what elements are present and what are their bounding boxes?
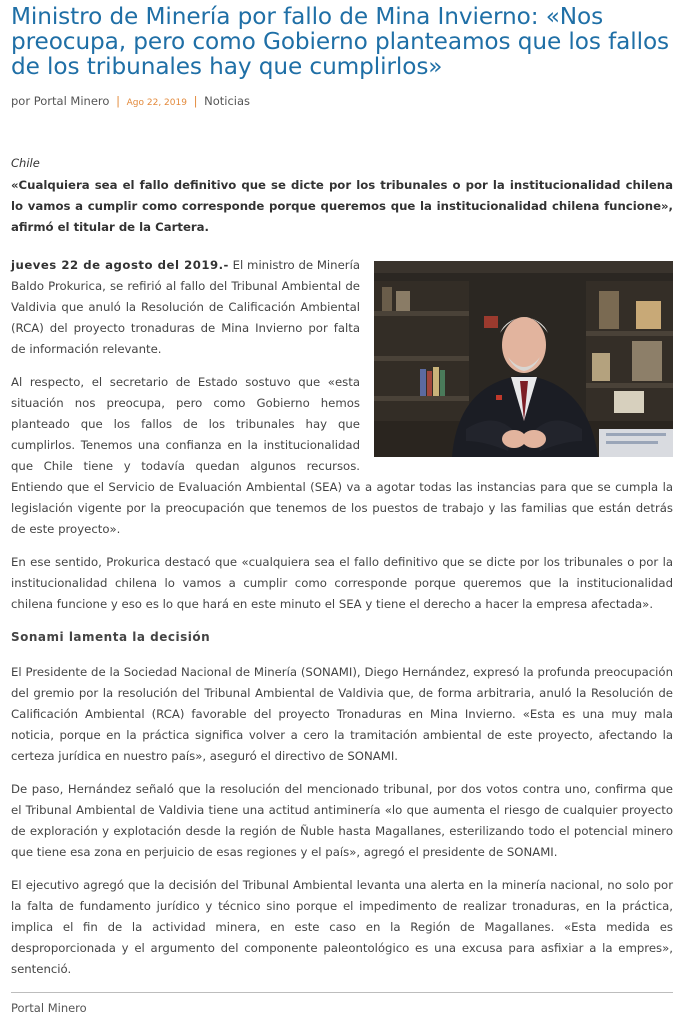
- section-subheading: Sonami lamenta la decisión: [11, 630, 211, 644]
- meta-separator: |: [116, 94, 120, 108]
- dateline: jueves 22 de agosto del 2019.-: [11, 258, 229, 272]
- article-title: Ministro de Minería por fallo de Mina Invierno: «Nos preocupa, pero como Gobierno planteamos que los fallos de los tribunales hay que cumplirlos»: [11, 3, 670, 80]
- paragraph-2: Al respecto, el secretario de Estado sostuvo que «esta situación nos preocupa, pero como Gobierno hemos planteado que los fallos de los tribunales hay que cumplirlos. Tenemos una confianza en la institucionalidad que Chile tiene y todavía quedan algunos recursos. Entiendo que el Servicio de Evaluación Ambiental (SEA) va a agotar todas las instancias para que se cumpla la legislación vigente por la preocupación que tenemos de los puestos de trabajo y las familias que están detrás de este proyecto».: [11, 375, 673, 536]
- article-region: Chile: [11, 156, 40, 170]
- publish-date: Ago 22, 2019: [126, 98, 187, 108]
- article-lead: «Cualquiera sea el fallo definitivo que se dicte por los tribunales o por la institucionalidad chilena lo vamos a cumplir como corresponde porque queremos que la institucionalidad chilena funcione», afirmó el titular de la Cartera.: [11, 178, 673, 234]
- paragraph-5: De paso, Hernández señaló que la resolución del mencionado tribunal, por dos votos contra uno, confirma que el Tribunal Ambiental de Valdivia tiene una actitud antiminería «lo que aumenta el riesgo de cualquier proyecto de exploración y explotación desde la región de Ñuble hasta Magallanes, esterilizando todo el potencial minero que tiene esa zona en perjuicio de esas regiones y el país», agregó el presidente de SONAMI.: [11, 782, 673, 859]
- category-link[interactable]: Noticias: [204, 94, 251, 108]
- article-meta: [11, 93, 673, 111]
- byline-prefix: por: [11, 94, 31, 108]
- paragraph-4: El Presidente de la Sociedad Nacional de Minería (SONAMI), Diego Hernández, expresó la profunda preocupación del gremio por la resolución del Tribunal Ambiental de Valdivia que, de forma arbitraria, anuló la Resolución de Calificación Ambiental (RCA) favorable del proyecto Tronaduras en Mina Invierno. «Esta es una muy mala noticia, porque en la práctica significa volver a cero la tramitación ambiental de este proyecto, afectando la certeza jurídica en nuestro país», aseguró el directivo de SONAMI.: [11, 665, 673, 763]
- divider: [11, 992, 673, 993]
- article: [11, 0, 673, 1015]
- source-label: Portal Minero: [11, 1001, 87, 1015]
- meta-separator-2: |: [193, 94, 198, 108]
- article-body: [11, 255, 673, 980]
- paragraph-1-text: El ministro de Minería Baldo Prokurica, se refirió al fallo del Tribunal Ambiental de Valdivia que anuló la Resolución de Calificación Ambiental (RCA) del proyecto tronaduras de Mina Invierno por falta de información relevante.: [11, 258, 360, 356]
- minister-photo: [374, 261, 673, 457]
- paragraph-6: El ejecutivo agregó que la decisión del Tribunal Ambiental levanta una alerta en la minería nacional, no solo por la falta de fundamento jurídico y técnico sino porque el impedimento de realizar tronaduras, en la práctica, implica el fin de la actividad minera, en este caso en la Región de Magallanes. «Esta medida es desproporcionada y el argumento del componente paleontológico es una excusa para asfixiar a la empres», sentenció.: [11, 878, 673, 976]
- paragraph-3: En ese sentido, Prokurica destacó que «cualquiera sea el fallo definitivo que se dicte por los tribunales o por la institucionalidad chilena lo vamos a cumplir como corresponde porque queremos que la institucionalidad chilena funcione y eso es lo que hará en este minuto el SEA y tiene el derecho a hacer la empresa afectada».: [11, 555, 673, 611]
- author-link[interactable]: Portal Minero: [33, 94, 110, 108]
